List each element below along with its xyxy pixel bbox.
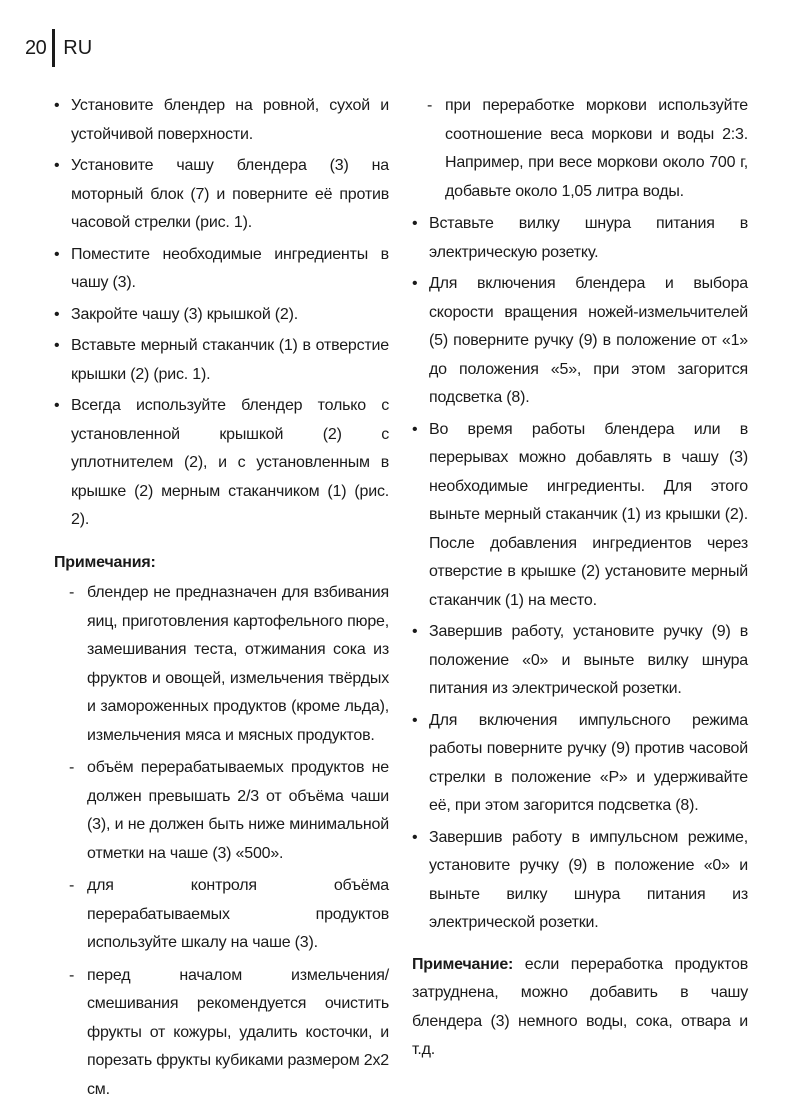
note-item: - для контроля объёма перерабатываемых продуктов используйте шкалу на чаше (3). xyxy=(67,872,389,958)
note-item: - при переработке моркови используйте соотношение веса моркови и воды 2:3. Например, при весе моркови около 700 г, добавьте около 1,05 литра воды. xyxy=(425,92,748,206)
list-item: • Закройте чашу (3) крышкой (2). xyxy=(54,301,389,330)
list-item: • Завершив работу в импульсном режиме, установите ручку (9) в положение «0» и выньте вилку шнура питания из электрической розетки. xyxy=(412,824,748,938)
final-note xyxy=(412,951,748,1065)
header-divider xyxy=(52,29,55,67)
note-item: - блендер не предназначен для взбивания яиц, приготовления картофельного пюре, замешивания теста, отжимания сока из фруктов и овощей, измельчения твёрдых и замороженных продуктов (кроме льда), измельчения мяса и мясных продуктов. xyxy=(67,579,389,750)
list-item: • Для включения импульсного режима работы поверните ручку (9) против часовой стрелки в положение «P» и удерживайте её, при этом загорится подсветка (8). xyxy=(412,707,748,821)
page-header xyxy=(25,28,92,68)
continued-notes-list xyxy=(425,92,748,206)
list-item: • Установите чашу блендера (3) на моторный блок (7) и поверните её против часовой стрелки (рис. 1). xyxy=(54,152,389,238)
notes-list xyxy=(67,579,389,1104)
final-note-label: Примечание: xyxy=(412,955,514,973)
left-bullet-list xyxy=(54,92,389,535)
left-column xyxy=(54,92,389,1108)
final-note-text: если переработка продуктов затруднена, можно добавить в чашу блендера (3) немного воды, сока, отвара и т.д. xyxy=(412,955,748,1058)
right-bullet-list xyxy=(412,210,748,938)
list-item: • Во время работы блендера или в перерывах можно добавлять в чашу (3) необходимые ингредиенты. Для этого выньте мерный стаканчик (1) из крышки (2). После добавления ингредиентов через отверстие в крышке (2) установите мерный стаканчик (1) на место. xyxy=(412,416,748,616)
right-column xyxy=(412,92,748,1065)
list-item: • Вставьте мерный стаканчик (1) в отверстие крышки (2) (рис. 1). xyxy=(54,332,389,389)
list-item: • Для включения блендера и выбора скорости вращения ножей-измельчителей (5) поверните ручку (9) в положение от «1» до положения «5», при этом загорится подсветка (8). xyxy=(412,270,748,413)
list-item: • Установите блендер на ровной, сухой и устойчивой поверхности. xyxy=(54,92,389,149)
note-item: - объём перерабатываемых продуктов не должен превышать 2/3 от объёма чаши (3), и не должен быть ниже минимальной отметки на чаше (3) «500». xyxy=(67,754,389,868)
page-number: 20 xyxy=(25,36,47,59)
list-item: • Вставьте вилку шнура питания в электрическую розетку. xyxy=(412,210,748,267)
language-code: RU xyxy=(63,36,93,59)
notes-heading: Примечания: xyxy=(54,553,156,571)
list-item: • Поместите необходимые ингредиенты в чашу (3). xyxy=(54,241,389,298)
list-item: • Всегда используйте блендер только с установленной крышкой (2) с уплотнителем (2), и с установленным в крышке (2) мерным стаканчиком (1) (рис. 2). xyxy=(54,392,389,535)
list-item: • Завершив работу, установите ручку (9) в положение «0» и выньте вилку шнура питания из электрической розетки. xyxy=(412,618,748,704)
note-item: - перед началом измельчения/смешивания рекомендуется очистить фрукты от кожуры, удалить косточки, и порезать фрукты кубиками размером 2x2 см. xyxy=(67,962,389,1105)
